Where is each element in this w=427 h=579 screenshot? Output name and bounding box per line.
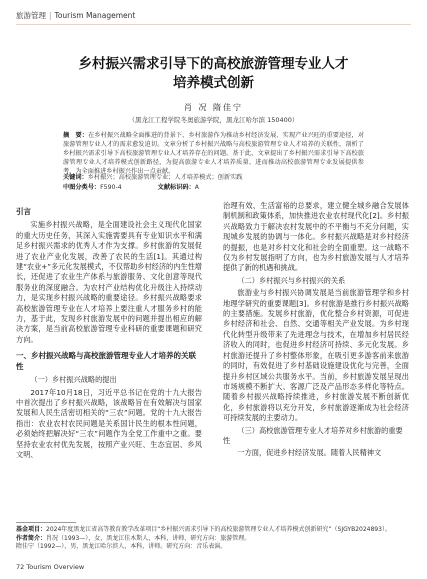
- header-rule: [16, 24, 411, 25]
- abstract: [63, 131, 364, 176]
- author-affiliation: （黑龙江工程学院冬奥旅游学院，黑龙江哈尔滨 150400）: [128, 116, 299, 124]
- body-column-left: [16, 201, 202, 460]
- header-section-en: Tourism Management: [54, 11, 136, 20]
- intro-heading: 引言: [16, 207, 31, 216]
- clc-label: 中图分类号：: [63, 184, 101, 191]
- doc-code: A: [194, 184, 200, 191]
- section-1-subheading-3: （三）高校旅游管理专业人才培养对乡村旅游的重要性: [223, 425, 403, 445]
- article-title-line-2: 培养模式创新: [173, 75, 254, 91]
- section-1-paragraph-2: 旅游业与乡村振兴协调发展是当前旅游管理学和乡村地理学研究的重要课题[3]。乡村旅游是推行乡村振兴战略的主要措施。发展乡村旅游，优化整合乡村资源，可促进乡村经济和社会、自然、交通等相关产业发展。为乡村现代化转型升级带来了先进理念与技术，在增加乡村居民经济收入的同时，也促进乡村经济可持续、多元化发展。乡村旅游还提升了乡村整体形象，在吸引更多游客前来旅游的同时，有效促进了乡村基础设施建设优化与完善，全面提升乡村区域公共服务水平。当前，乡村旅游发展呈现出市场规模不断扩大、客源广泛及产品形态多样化等特点。随着乡村振兴战略持续推进，乡村旅游发展不断创新优化，乡村旅游将以充分开发，乡村旅游逐渐成为社会经济可持续发展的主要动力。: [223, 288, 409, 423]
- section-1-heading: 一、乡村振兴战略与高校旅游管理专业人才培养的关联性: [16, 351, 196, 371]
- fund-text: 2024年度黑龙江省高等教育教学改革项目“乡村振兴需求引导下的高校旅游管理专业人才培养模式创新研究”（SJGYB2024893）。: [46, 526, 391, 533]
- fund-note: [16, 526, 411, 535]
- section-1-paragraph-1-continued: 治理有效、生活富裕的总要求，建立健全城乡融合发展体制机制和政策体系，加快推进农业农村现代化[2]。乡村振兴战略致力于解决农村发展中的不平衡与不充分问题，实现城乡发展的协调与一体化。乡村振兴战略是对乡村经济的提振，也是对乡村文化和社会的全面重塑。这一战略不仅为乡村发展指明了方向，也为乡村旅游发展与人才培养提供了新的机遇和挑战。: [223, 201, 409, 273]
- section-1-paragraph-1: 2017年10月18日，习近平总书记在党的十九大报告中首次提出了乡村振兴战略，该战略旨在有效解决与国家发展和人民生活密切相关的“三农”问题。党的十九大报告指出：农业农村农民问题是关系国计民生的根本性问题，必须始终把解决好“三农”问题作为全党工作重中之重。要坚持农业农村优先发展，按照产业兴旺、生态宜居、乡风文明、: [16, 387, 202, 459]
- keywords-label: 关键词：: [63, 174, 88, 181]
- clc-code: F590-4: [100, 184, 122, 191]
- running-header: [16, 10, 135, 21]
- journal-name: Tourism Overview: [26, 563, 85, 571]
- author-bio: [16, 535, 411, 544]
- abstract-label: 摘 要：: [63, 132, 89, 139]
- author-bio-label: 作者简介：: [16, 534, 47, 542]
- header-section-cn: 旅游管理: [16, 11, 46, 20]
- page-number: 72: [16, 563, 25, 571]
- footnote-rule: [16, 522, 76, 523]
- author-bio-2: 隋佳宁（1992—），男，黑龙江哈尔滨人，本科，讲师。研究方向：音乐表演。: [16, 543, 227, 551]
- intro-paragraph: 实施乡村振兴战略，是全面建设社会主义现代化国家的重大历史任务，其深入实施需要具有专业知识水平和满足乡村振兴需求的优秀人才作为支撑。乡村旅游的发展促进了农业产业化发展，改善了农民的生活[1]。其通过构建“农业+”多元化发展模式，不仅帮助乡村经济的内生性增长，还促进了农业生产体系与旅游服务、文化创意等现代服务业的深度融合。为农村产业结构优化升级注入持续动力，是实现乡村振兴战略的重要途径。乡村振兴战略要求高校旅游管理专业在人才培养上要注重人才服务乡村的能力，基于此，发现乡村旅游发展中的问题并提出相应的解决方案，是当前高校旅游管理专业科研的重要课题和研究方向。: [16, 220, 202, 344]
- footnote: [16, 526, 411, 552]
- abstract-text: 在乡村振兴战略全面推进的背景下，乡村旅游作为推动乡村经济发展、实现产业兴旺的重要途径，对旅游管理专业人才的需求愈发迫切。文章分析了乡村振兴战略与高校旅游管理专业人才培养的关联性，剖析了乡村振兴需求引导下高校旅游管理专业人才培养存在的问题。基于此，文章提出了乡村振兴需求引导下高校旅游管理专业人才培养模式创新路径，为提高旅游专业人才培养质量、进而推动高校旅游管理专业发展提供参考，为全面推进乡村振兴作出一点贡献。: [63, 132, 365, 175]
- body-column-right: [223, 201, 409, 459]
- section-1-subheading-1: （一）乡村振兴战略的提出: [30, 375, 117, 385]
- page-footer: [16, 563, 84, 571]
- header-separator: |: [49, 11, 52, 20]
- author-names: 肖 况 隋佳宁: [183, 103, 244, 112]
- article-title-line-1: 乡村振兴需求引导下的高校旅游管理专业人才: [78, 56, 349, 72]
- author-bio-1: 肖况（1993—），女，黑龙江佳木斯人，本科，讲师，研究方向：旅游管理。: [46, 534, 251, 542]
- section-1-paragraph-3: 一方面，促进乡村经济发展。随着人民精神文: [237, 448, 382, 458]
- fund-label: 基金项目：: [16, 526, 47, 533]
- keywords: [63, 172, 242, 181]
- author-bio-second: [16, 543, 411, 552]
- doc-code-label: 文献标识码：: [157, 184, 195, 191]
- keywords-text: 乡村振兴；高校旅游管理专业；人才培养模式；创新实践: [87, 174, 243, 181]
- classification-codes: [63, 182, 199, 191]
- section-1-subheading-2: （二）乡村振兴与乡村振兴的关系: [237, 275, 346, 285]
